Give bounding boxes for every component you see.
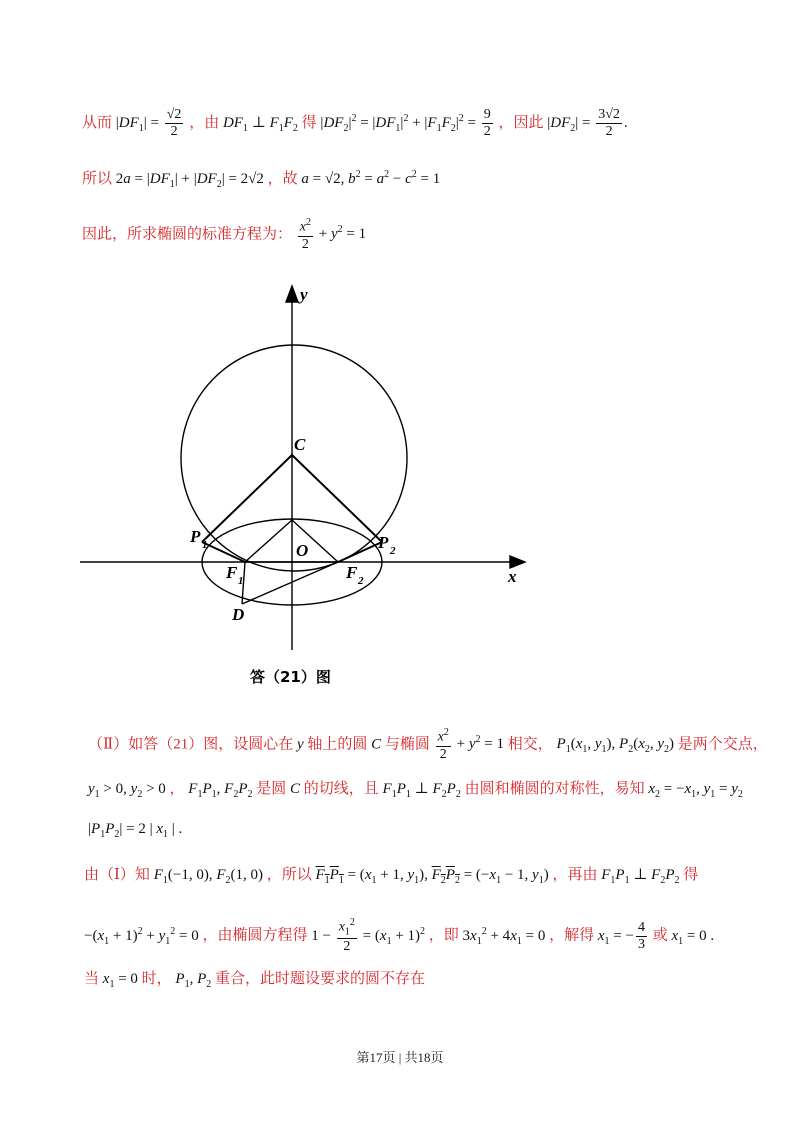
- segment-o-f1: [245, 520, 292, 562]
- solution-line-1: 从而 $|DF_1|$ = $\frac{√2}{2}$ ，由 $DF_1$ ⊥ $F_1F_2$ 得 $|DF_2|^2 = |DF_1|^2 + |F_1F_2|^2$ = $\frac{9}{2}$ ，因此 $|DF_2|$ = $\frac{3√2}{2}$ .: [82, 107, 628, 139]
- segment-c-p2: [292, 455, 382, 542]
- label-p2-sub: 2: [390, 545, 396, 557]
- part2-line-2: $y_1 > 0$, $y_2 > 0$ ， $F_1P_1$, $F_2P_2$ 是圆 C 的切线，且 $F_1P_1$ ⊥ $F_2P_2$ 由圆和椭圆的对称性，易知 $x_2 = -x_1$, $y_1 = y_2$: [88, 781, 743, 800]
- part2-line-4: 由（Ⅰ）知 $F_1(-1$, 0), $F_2(1$, 0) ，所以 $F_1P_1 = (x_1 + 1$, $y_1$), $F_2P_2 = (-x_1 - 1$, $y_1$) ，再由 $F_1P_1$ ⊥ $F_2P_2$ 得: [84, 867, 699, 886]
- text-segment: 的切线，且: [303, 781, 379, 797]
- text-segment: （Ⅱ）如答（21）图，设圆心在: [88, 736, 294, 753]
- label-f1: F: [226, 563, 238, 582]
- text-segment: 轴上的圆: [307, 736, 368, 753]
- text-segment: 或: [652, 927, 668, 944]
- text-segment: 得: [301, 114, 317, 131]
- text-segment: ，由: [189, 114, 220, 131]
- label-p1-sub: 1: [202, 539, 208, 551]
- solution-line-2: 所以 $2a = |DF_1| + |DF_2| = 2√2$ ，故 a = √2, $b^2 = a^2 - c^2 = 1$: [82, 169, 441, 190]
- segment-d-f2: [242, 562, 338, 604]
- label-f2: F: [346, 563, 358, 582]
- part2-line-1: （Ⅱ）如答（21）图，设圆心在 y 轴上的圆 C 与椭圆 $\frac{x^2}{2}$ + $y^2 = 1$ 相交， $P_1(x_1$, $y_1$), $P_2(x_2$, $y_2$) 是两个交点，: [88, 727, 768, 762]
- text-segment: 得: [683, 867, 699, 883]
- text-segment: ，解得: [549, 927, 595, 944]
- part2-line-3: $|P_1P_2| = 2$ | $x_1$ | .: [88, 821, 183, 840]
- segment-c-p1: [202, 455, 292, 542]
- figure-caption: 答（21）图: [250, 668, 331, 686]
- text-segment: 是两个交点，: [677, 736, 768, 753]
- label-o: O: [296, 541, 309, 560]
- text-segment: 与椭圆: [384, 736, 430, 753]
- text-segment: ，故: [267, 171, 298, 187]
- part2-line-6: 当 $x_1 = 0$ 时， $P_1$, $P_2$ 重合，此时题设要求的圆不存在: [84, 971, 426, 990]
- ellipse-circle-figure: [70, 280, 540, 660]
- text-segment: ，再由: [552, 867, 598, 883]
- text-segment: 由圆和椭圆的对称性，易知: [464, 781, 645, 797]
- text-segment: 是圆: [256, 781, 287, 797]
- y-axis-arrow: [286, 286, 298, 302]
- part2-line-5: $-(x_1 + 1)^2 + y_1^2 = 0$ ，由椭圆方程得 1 − $\frac{x_1^2}{2}$ = $(x_1 + 1)^2$ ，即 $3x_1^2 + 4x_1 = 0$ ，解得 $x_1$ = − $\frac{4}{3}$ 或 $x_1 = 0$ .: [84, 917, 715, 955]
- label-p1: P: [190, 527, 201, 546]
- segment-p2-f2: [338, 542, 382, 562]
- solution-line-3: 因此，所求椭圆的标准方程为： $\frac{x^2}{2}$ + $y^2 = 1$: [82, 217, 367, 252]
- text-segment: 从而: [82, 114, 113, 131]
- label-f2-sub: 2: [358, 575, 364, 587]
- text-segment: 当: [84, 971, 100, 987]
- text-segment: ，: [169, 781, 185, 797]
- text-segment: 因此，所求椭圆的标准方程为：: [82, 226, 293, 243]
- label-c: C: [294, 435, 306, 454]
- label-p2: P: [378, 533, 389, 552]
- label-f1-sub: 1: [238, 575, 244, 587]
- text-segment: ，即: [428, 927, 459, 944]
- text-segment: 时，: [141, 971, 172, 987]
- segment-p1-f1: [202, 542, 245, 562]
- text-segment: 所以: [82, 171, 113, 187]
- label-d: D: [232, 605, 245, 624]
- page-footer: 第17页 | 共18页: [356, 1050, 444, 1065]
- text-segment: 由（Ⅰ）知: [84, 867, 150, 883]
- text-segment: 重合，此时题设要求的圆不存在: [215, 971, 426, 987]
- text-segment: ，所以: [266, 867, 312, 883]
- text-segment: ，因此: [498, 114, 544, 131]
- text-segment: 相交，: [507, 736, 553, 753]
- text-segment: ，由椭圆方程得: [202, 927, 308, 944]
- label-y: y: [300, 285, 308, 304]
- label-x: x: [508, 567, 517, 586]
